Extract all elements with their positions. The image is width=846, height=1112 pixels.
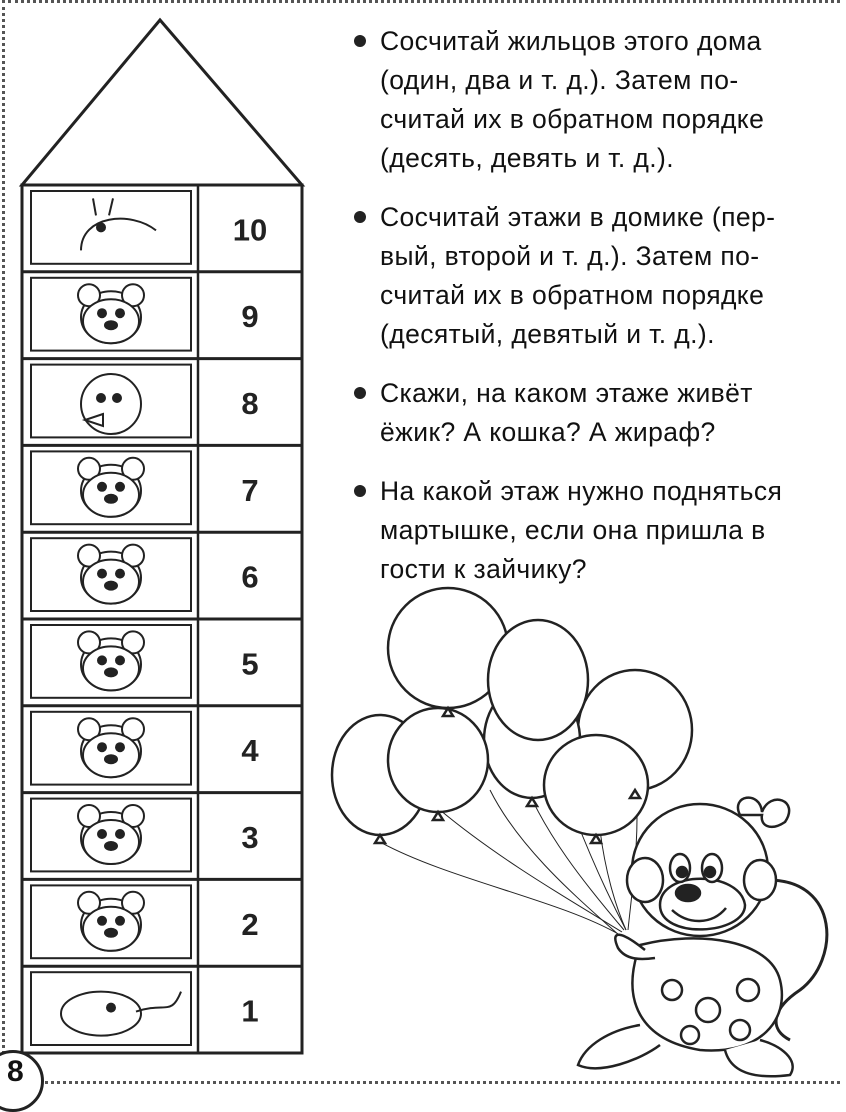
floor-number: 4 <box>241 733 259 769</box>
floor-number: 7 <box>241 472 259 508</box>
floor-number: 6 <box>241 559 259 595</box>
instruction-monkey-visit: На какой этаж нужно подняться мартышке, если она пришла в гости к зайчику? <box>352 472 822 589</box>
page-number: 8 <box>7 1055 24 1088</box>
instruction-count-residents: Сосчитай жильцов этого дома (один, два и т. д.). Затем по-считай их в обратном порядке (десять, девять и т. д.). <box>352 22 822 178</box>
floor-number: 9 <box>241 299 259 335</box>
floor-number: 5 <box>241 646 259 682</box>
instruction-which-floor: Скажи, на каком этаже живёт ёжик? А кошка? А жираф? <box>352 374 822 452</box>
floor-number: 3 <box>241 820 259 855</box>
balloon-6 <box>488 620 588 740</box>
floor-number: 10 <box>232 212 268 248</box>
instruction-count-floors: Сосчитай этажи в домике (пер-вый, второй и т. д.). Затем по-считай их в обратном порядке (десятый, девятый и т. д.). <box>352 198 822 354</box>
balloon-7 <box>544 735 648 835</box>
balloon-5 <box>388 708 488 812</box>
floor-number: 2 <box>241 906 259 942</box>
floor-number: 8 <box>241 386 259 421</box>
floor-number: 1 <box>241 993 259 1029</box>
